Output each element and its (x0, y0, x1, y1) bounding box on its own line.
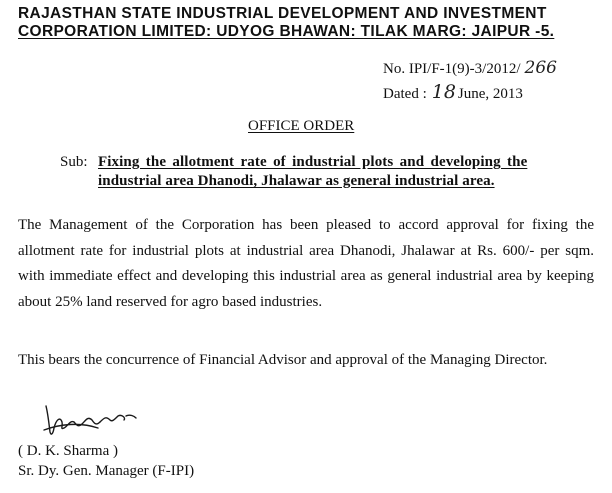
corporation-name-line-1: RAJASTHAN STATE INDUSTRIAL DEVELOPMENT AND INVESTMENT (18, 5, 547, 22)
reference-prefix: No. IPI/F-1(9)-3/2012/ (383, 61, 521, 77)
subject-line-1: Fixing the allotment rate of industrial plots and developing the (98, 154, 528, 170)
handwritten-date-day: 18 (431, 81, 456, 103)
body-paragraph-approval: The Management of the Corporation has been pleased to accord approval for fixing the allotment rate for industrial plots at industrial area Dhanodi, Jhalawar at Rs. 600/- per sqm. with immediate effect and developing this industrial area as general industrial area by keeping about 25% land reserved for agro based industries. (18, 217, 594, 310)
subject-line-2: industrial area Dhanodi, Jhalawar as general industrial area. (98, 173, 495, 189)
signatory-designation: Sr. Dy. Gen. Manager (F-IPI) (18, 463, 195, 479)
reference-number (383, 58, 557, 78)
handwritten-reference-number: 266 (524, 58, 557, 78)
signatory-name: ( D. K. Sharma ) (18, 443, 118, 459)
dated-month-year: June, 2013 (457, 86, 523, 102)
order-date (383, 81, 523, 103)
corporation-name-line-2: CORPORATION LIMITED: UDYOG BHAWAN: TILAK MARG: JAIPUR -5. (18, 23, 555, 40)
subject-label: Sub: (60, 154, 88, 170)
page-title: OFFICE ORDER (248, 118, 355, 134)
handwritten-signature (40, 398, 150, 444)
body-paragraph-concurrence: This bears the concurrence of Financial Advisor and approval of the Managing Director. (18, 352, 548, 368)
dated-label: Dated : (383, 86, 427, 102)
